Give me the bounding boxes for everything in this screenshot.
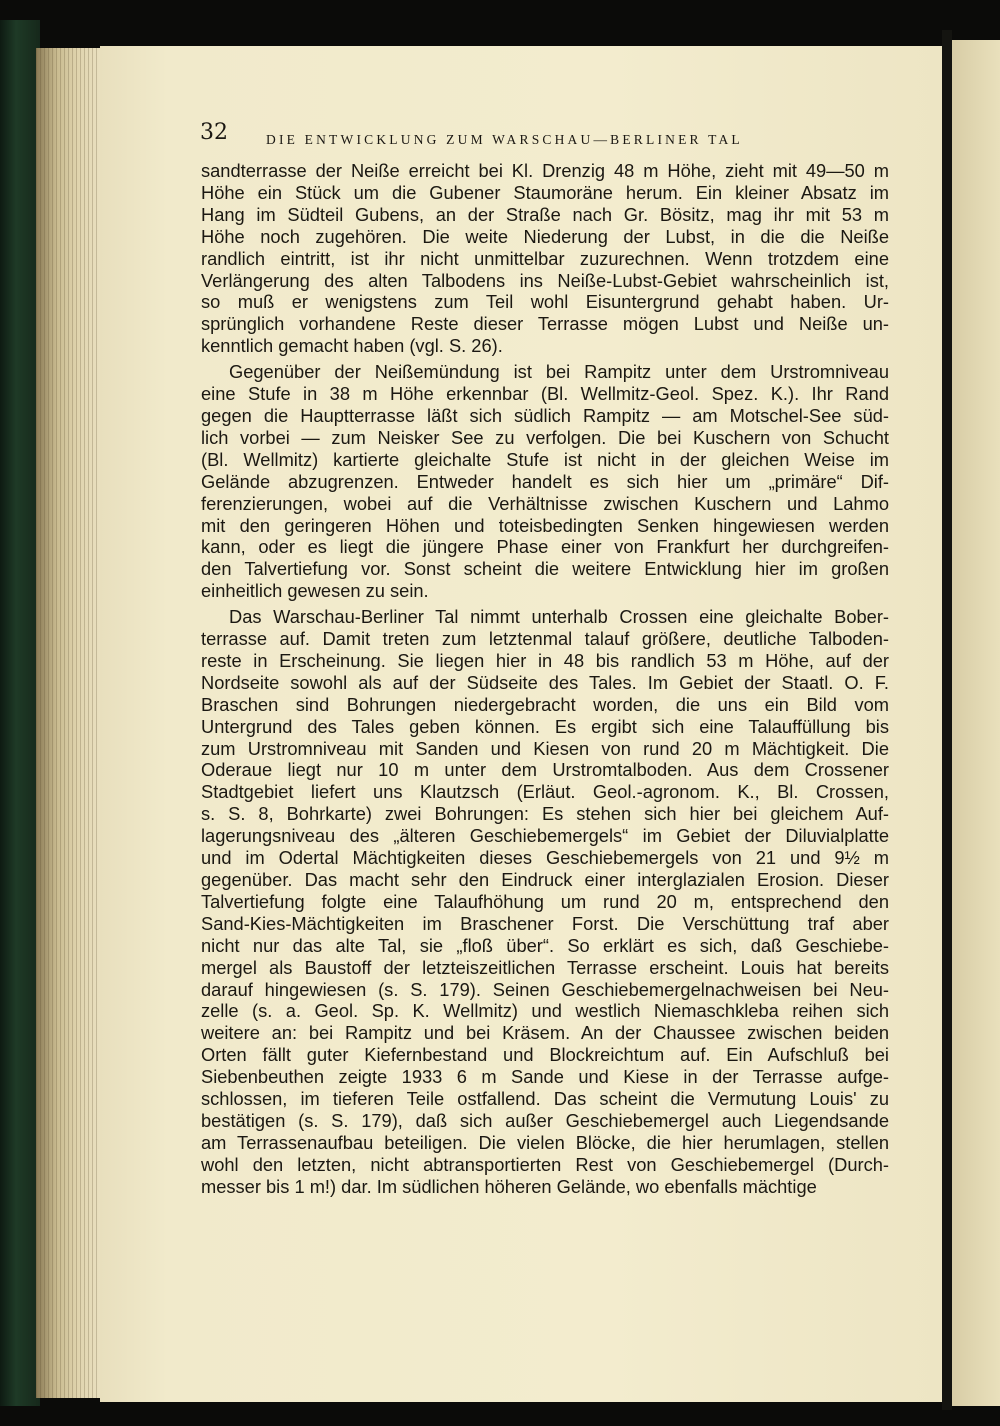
text-line: Hang im Südteil Gubens, an der Straße nach Gr. Bösitz, mag ihr mit 53 m xyxy=(201,203,889,225)
text-line: Braschen sind Bohrungen niedergebracht worden, die uns ein Bild vom xyxy=(201,693,889,715)
text-line: Nordseite sowohl als auf der Südseite des Tales. Im Gebiet der Staatl. O. F. xyxy=(201,671,889,693)
text-line: bestätigen (s. S. 179), daß sich außer Geschiebemergel auch Liegendsande xyxy=(201,1109,889,1131)
text-line: kenntlich gemacht haben (vgl. S. 26). xyxy=(201,335,503,357)
text-line: den Talvertiefung vor. Sonst scheint die weitere Entwicklung hier im großen xyxy=(201,558,889,580)
text-line: Das Warschau-Berliner Tal nimmt unterhalb Crossen eine gleichalte Bober- xyxy=(229,606,889,628)
text-line: Höhe noch zugehören. Die weite Niederung der Lubst, in die die Neiße xyxy=(201,225,889,247)
text-line: terrasse auf. Damit treten zum letztenmal talauf größere, deutliche Talboden- xyxy=(201,628,889,650)
text-line: am Terrassenaufbau beteiligen. Die vielen Blöcke, die hier herumlagen, stellen xyxy=(201,1131,889,1153)
text-line: so muß er wenigstens zum Teil wohl Eisuntergrund gehabt haben. Ur- xyxy=(201,291,889,313)
text-line: messer bis 1 m!) dar. Im südlichen höheren Gelände, wo ebenfalls mächtige xyxy=(201,1175,817,1197)
text-line: darauf hingewiesen (s. S. 179). Seinen Geschiebemergelnachweisen bei Neu- xyxy=(201,978,889,1000)
text-line: und im Odertal Mächtigkeiten dieses Geschiebemergels von 21 und 9½ m xyxy=(201,847,889,869)
body-text xyxy=(201,160,889,1198)
text-line: sprünglich vorhandene Reste dieser Terrasse mögen Lubst und Neiße un- xyxy=(201,313,889,335)
text-line: Siebenbeuthen zeigte 1933 6 m Sande und Kiese in der Terrasse aufge- xyxy=(201,1066,889,1088)
text-line: Untergrund des Tales geben können. Es ergibt sich eine Talauffüllung bis xyxy=(201,715,889,737)
text-line: eine Stufe in 38 m Höhe erkennbar (Bl. Wellmitz-Geol. Spez. K.). Ihr Rand xyxy=(201,383,889,405)
text-line: Orten fällt guter Kiefernbestand und Blockreichtum auf. Ein Aufschluß bei xyxy=(201,1044,889,1066)
page-number: 32 xyxy=(200,120,228,145)
text-line: sandterrasse der Neiße erreicht bei Kl. Drenzig 48 m Höhe, zieht mit 49—50 m xyxy=(201,160,889,181)
text-line: zelle (s. a. Geol. Sp. K. Wellmitz) und westlich Niemaschkleba reihen sich xyxy=(201,1000,889,1022)
text-line: Oderaue liegt nur 10 m unter dem Urstromtalboden. Aus dem Crossener xyxy=(201,759,889,781)
text-line: randlich eintritt, ist ihr nicht unmittelbar zuzurechnen. Wenn trotzdem eine xyxy=(201,247,889,269)
text-line: s. S. 8, Bohrkarte) zwei Bohrungen: Es stehen sich hier bei gleichem Auf- xyxy=(201,803,889,825)
paragraph xyxy=(201,361,889,602)
text-line: Talvertiefung folgte eine Talaufhöhung um rund 20 m, entsprechend den xyxy=(201,890,889,912)
paragraph xyxy=(201,606,889,1197)
text-line: einheitlich gewesen zu sein. xyxy=(201,580,429,602)
paragraph xyxy=(201,160,889,357)
running-head: DIE ENTWICKLUNG ZUM WARSCHAU—BERLINER TAL xyxy=(266,132,743,147)
page-stack-edge xyxy=(36,48,106,1398)
text-line: Stadtgebiet liefert uns Klautzsch (Erläut. Geol.-agronom. K., Bl. Crossen, xyxy=(201,781,889,803)
text-line: schlossen, im tieferen Teile ostfallend. Das scheint die Vermutung Louis' zu xyxy=(201,1088,889,1110)
text-line: wohl den letzten, nicht abtransportierten Rest von Geschiebemergel (Durch- xyxy=(201,1153,889,1175)
text-line: Höhe ein Stück um die Gubener Staumoräne herum. Ein kleiner Absatz im xyxy=(201,181,889,203)
book-gutter xyxy=(942,30,952,1410)
text-line: gegenüber. Das macht sehr den Eindruck einer interglazialen Erosion. Dieser xyxy=(201,869,889,890)
text-line: gegen die Hauptterrasse läßt sich südlich Rampitz — am Motschel-See süd- xyxy=(201,404,889,426)
text-line: lagerungsniveau des „älteren Geschiebemergels“ im Gebiet der Diluvialplatte xyxy=(201,825,889,847)
text-line: reste in Erscheinung. Sie liegen hier in 48 bis randlich 53 m Höhe, auf der xyxy=(201,649,889,671)
text-line: (Bl. Wellmitz) kartierte gleichalte Stufe ist nicht in der gleichen Weise im xyxy=(201,448,889,470)
text-line: nicht nur das alte Tal, sie „floß über“. So erklärt es sich, daß Geschiebe- xyxy=(201,934,889,956)
text-line: zum Urstromniveau mit Sanden und Kiesen von rund 20 m Mächtigkeit. Die xyxy=(201,737,889,759)
text-line: weitere an: bei Rampitz und bei Kräsem. An der Chaussee zwischen beiden xyxy=(201,1022,889,1044)
book-cover-edge xyxy=(0,20,40,1406)
text-line: kann, oder es liegt die jüngere Phase einer von Frankfurt her durchgreifen- xyxy=(201,536,889,558)
text-line: Sand-Kies-Mächtigkeiten im Braschener Forst. Die Verschüttung traf aber xyxy=(201,912,889,934)
text-line: lich vorbei — zum Neisker See zu verfolgen. Die bei Kuschern von Schucht xyxy=(201,426,889,448)
text-line: mergel als Baustoff der letzteiszeitlichen Terrasse erscheint. Louis hat bereits xyxy=(201,956,889,978)
page-header xyxy=(200,120,890,160)
text-line: Verlängerung des alten Talbodens ins Neiße-Lubst-Gebiet wahrscheinlich ist, xyxy=(201,269,889,291)
text-line: Gelände abzugrenzen. Entweder handelt es sich hier um „primäre“ Dif- xyxy=(201,470,889,492)
text-line: Gegenüber der Neißemündung ist bei Rampitz unter dem Urstromniveau xyxy=(229,361,889,383)
facing-page-edge xyxy=(952,40,1000,1406)
text-line: mit den geringeren Höhen und toteisbedingten Senken hingewiesen werden xyxy=(201,514,889,536)
text-line: ferenzierungen, wobei auf die Verhältnisse zwischen Kuschern und Lahmo xyxy=(201,492,889,514)
